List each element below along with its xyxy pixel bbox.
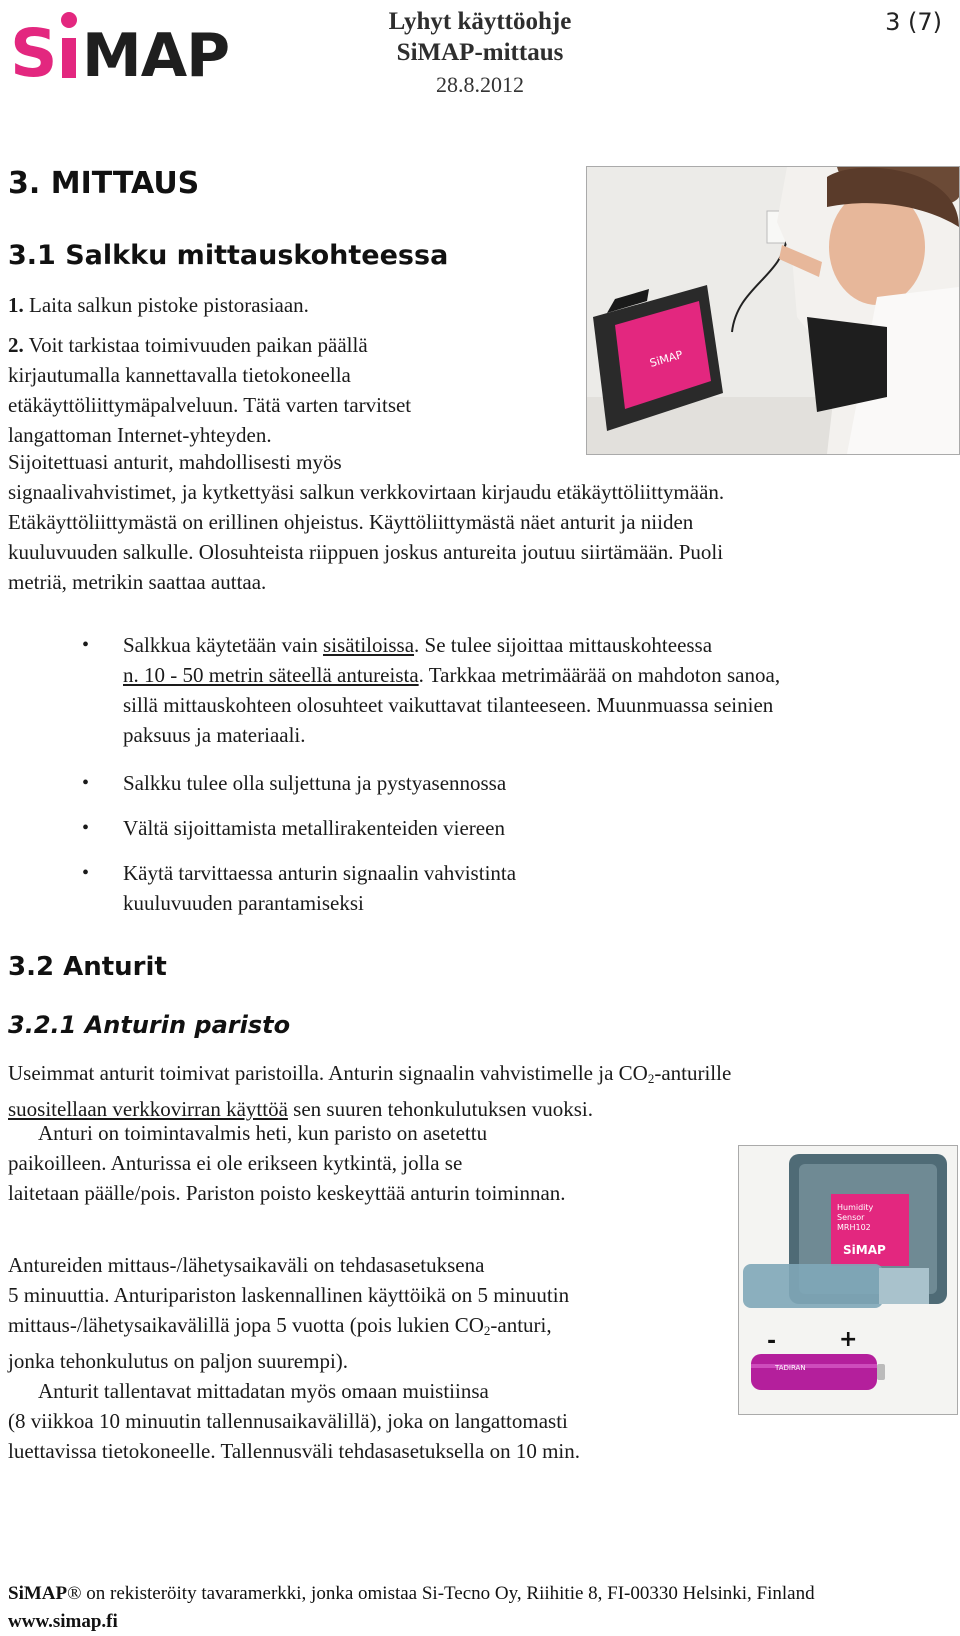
paragraph-text: mittaus-/lähetysaikavälillä jopa 5 vuotta (pois lukien CO — [8, 1313, 484, 1337]
bullet-line: paksuus ja materiaali. — [123, 723, 306, 747]
step-2-line: langattoman Internet-yhteyden. — [8, 423, 272, 447]
paragraph-line: paikoilleen. Anturissa ei ole erikseen kytkintä, jolla se — [8, 1151, 463, 1175]
sensor-logo: SiMAP — [843, 1243, 886, 1257]
bullet-line: sillä mittauskohteen olosuhteet vaikuttavat tilanteeseen. Muunmuassa seinien — [123, 693, 774, 717]
paragraph-line: Antureiden mittaus-/lähetysaikaväli on tehdasasetuksena — [8, 1253, 485, 1277]
subscript: 2 — [483, 1323, 491, 1338]
bullet-underlined: sisätiloissa — [323, 633, 415, 657]
bullet-text: . Se tulee sijoittaa mittauskohteessa — [414, 633, 713, 657]
svg-text:S: S — [10, 15, 56, 88]
paragraph-line: jonka tehonkulutus on paljon suurempi). — [8, 1349, 349, 1373]
paragraph-text: -anturille — [654, 1061, 732, 1085]
bullet-text: . Tarkkaa metrimäärää on mahdoton sanoa, — [418, 663, 781, 687]
paragraph-line: signaalivahvistimet, ja kytkettyäsi salkun verkkovirtaan kirjaudu etäkäyttöliittymään. — [8, 480, 725, 504]
paragraph-battery-intro — [8, 1058, 953, 1124]
page-number: 3 (7) — [885, 8, 942, 36]
paragraph-battery-ready — [8, 1118, 728, 1208]
photo-sensor-battery — [738, 1145, 958, 1415]
step-1-text: Laita salkun pistoke pistorasiaan. — [23, 293, 309, 317]
paragraph-line: 5 minuuttia. Anturipariston laskennallinen käyttöikä on 5 minuutin — [8, 1283, 570, 1307]
subsection-heading-salkku: 3.1 Salkku mittauskohteessa — [8, 240, 449, 271]
paragraph-line: (8 viikkoa 10 minuutin tallennusaikavälillä), joka on langattomasti — [8, 1409, 568, 1433]
step-2-line: kirjautumalla kannettavalla tietokoneella — [8, 363, 351, 387]
subscript: 2 — [647, 1071, 655, 1086]
doc-title-line1: Lyhyt käyttöohje — [388, 8, 572, 35]
bullet-underlined: n. 10 - 50 metrin säteellä antureista — [123, 663, 419, 687]
paragraph-text: sen suuren tehonkulutuksen vuoksi. — [287, 1097, 593, 1121]
step-2-line: etäkäyttöliittymäpalveluun. Tätä varten tarvitset — [8, 393, 412, 417]
bullet-item-closed: Salkku tulee olla suljettuna ja pystyasennossa — [123, 771, 507, 795]
sensor-label-line: Sensor — [837, 1213, 865, 1222]
doc-date: 28.8.2012 — [436, 72, 524, 97]
photo-case-plugged-in — [586, 166, 960, 455]
footer — [8, 1580, 958, 1636]
bullet-item-amplifier — [123, 858, 516, 918]
paragraph-line: Anturit tallentavat mittadatan myös omaan muistiinsa — [38, 1379, 489, 1403]
paragraph-line: Sijoitettuasi anturit, mahdollisesti myös — [8, 450, 342, 474]
paragraph-line: laitetaan päälle/pois. Pariston poisto keskeyttää anturin toiminnan. — [8, 1181, 566, 1205]
paragraph-line: Anturi on toimintavalmis heti, kun paristo on asetettu — [38, 1121, 488, 1145]
step-2-number: 2. — [8, 333, 24, 357]
bullet-icon: • — [82, 817, 90, 839]
bullet-icon: • — [82, 634, 90, 656]
footer-url-link[interactable]: www.simap.fi — [8, 1611, 118, 1632]
bullet-icon: • — [82, 862, 90, 884]
paragraph-interval — [8, 1250, 728, 1466]
paragraph-underlined: suositellaan verkkovirran käyttöä — [8, 1097, 288, 1121]
footer-text: ® on rekisteröity tavaramerkki, jonka omistaa Si-Tecno Oy, Riihitie 8, FI-00330 Helsinki, Finland — [67, 1583, 815, 1604]
svg-text:MAP: MAP — [82, 21, 228, 88]
battery-label: TADIRAN — [775, 1364, 806, 1372]
bullet-icon: • — [82, 772, 90, 794]
paragraph-line: luettavissa tietokoneelle. Tallennusväli tehdasasetuksella on 10 min. — [8, 1439, 581, 1463]
section-heading-anturit: 3.2 Anturit — [8, 952, 167, 982]
doc-title-line2: SiMAP-mittaus — [396, 39, 564, 66]
bullet-text: Salkkua käytetään vain — [123, 633, 324, 657]
battery-minus-sign: - — [767, 1329, 777, 1354]
subsection-heading-paristo: 3.2.1 Anturin paristo — [8, 1011, 291, 1039]
footer-brand: SiMAP — [8, 1583, 68, 1604]
bullet-line: kuuluvuuden parantamiseksi — [123, 891, 364, 915]
paragraph-line: metriä, metrikin saattaa auttaa. — [8, 570, 267, 594]
case-logo: SiMAP — [648, 348, 685, 370]
battery-plus-sign: + — [839, 1327, 858, 1352]
paragraph-text: Useimmat anturit toimivat paristoilla. Anturin signaalin vahvistimelle ja CO — [8, 1061, 648, 1085]
paragraph-text: -anturi, — [490, 1313, 552, 1337]
bullet-line: Käytä tarvittaessa anturin signaalin vahvistinta — [123, 861, 517, 885]
sensor-label-line: Humidity — [837, 1203, 874, 1212]
simap-logo — [8, 4, 228, 88]
step-1-number: 1. — [8, 293, 24, 317]
step-2-line: Voit tarkistaa toimivuuden paikan päällä — [23, 333, 368, 357]
paragraph-line: Etäkäyttöliittymästä on erillinen ohjeistus. Käyttöliittymästä näet anturit ja niiden — [8, 510, 694, 534]
paragraph-line: kuuluvuuden salkulle. Olosuhteista riippuen joskus antureita joutuu siirtämään. Puoli — [8, 540, 724, 564]
sensor-label-line: MRH102 — [837, 1223, 871, 1232]
step-1 — [8, 290, 309, 320]
bullet-item-metal: Vältä sijoittamista metallirakenteiden viereen — [123, 816, 505, 840]
paragraph-after-placement — [8, 447, 908, 597]
step-2 — [8, 330, 568, 450]
section-heading-mittaus: 3. MITTAUS — [8, 166, 200, 201]
bullet-item-indoor — [123, 630, 953, 750]
